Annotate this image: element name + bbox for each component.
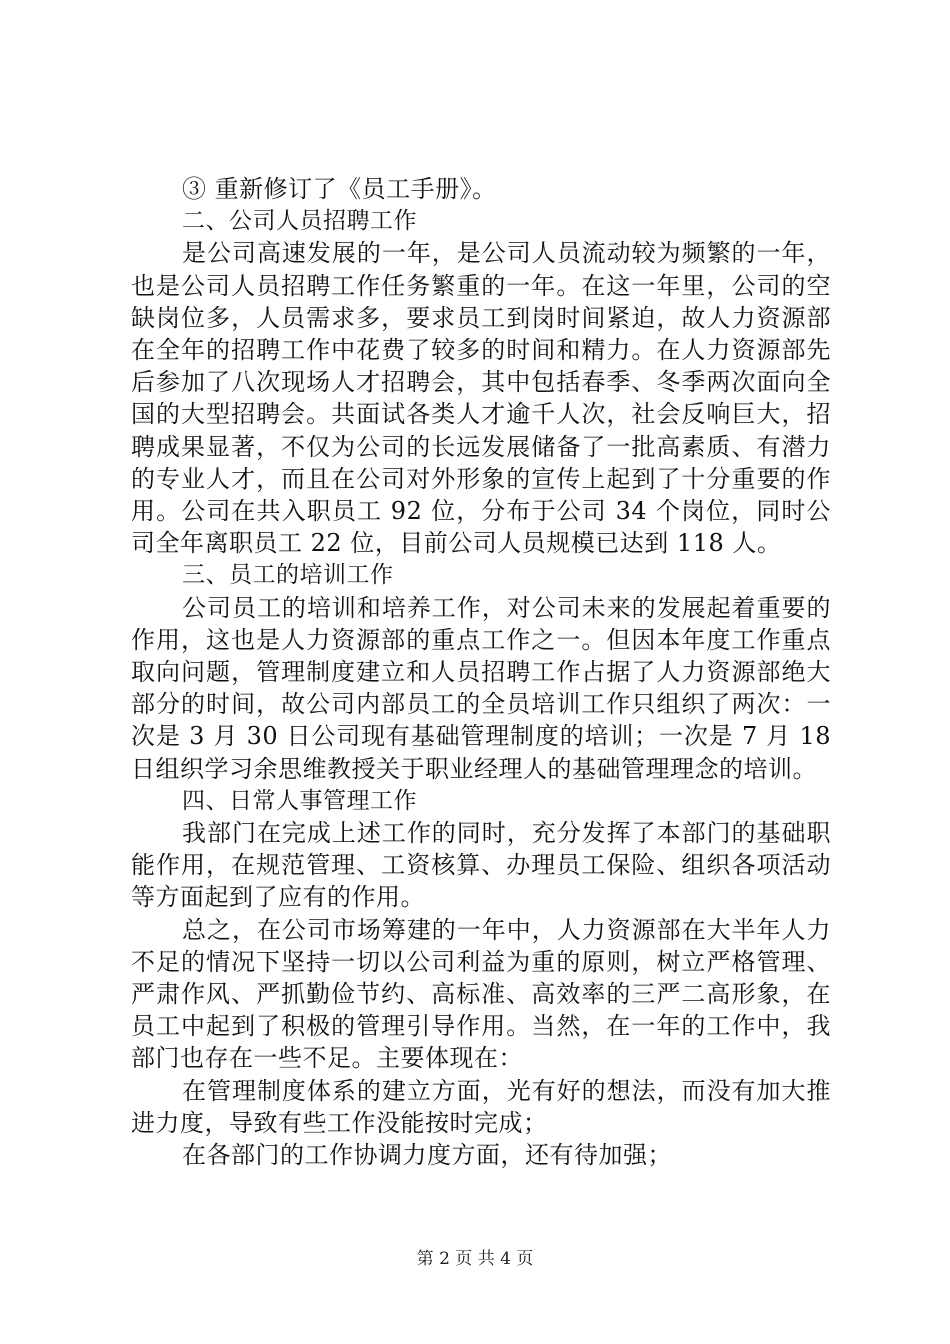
paragraph-shortcoming-coordination: 在各部门的工作协调力度方面，还有待加强； bbox=[182, 1141, 672, 1170]
paragraph-training: 公司员工的培训和培养工作，对公司未来的发展起着重要的作用，这也是人力资源部的重点工作之一。但因本年度工作重点取向问题，管理制度建立和人员招聘工作占据了人力资源部绝大部分的时间，故公司内部员工的全员培训工作只组织了两次：一次是 3 月 30 日公司现有基础管理制度的培训；一次是 7 月 18 日组织学习余思维教授关于职业经理人的基础管理理念的培训。 bbox=[131, 593, 831, 783]
paragraph-shortcoming-system: 在管理制度体系的建立方面，光有好的想法，而没有加大推进力度，导致有些工作没能按时完成； bbox=[131, 1076, 831, 1137]
section-heading-daily-management: 四、日常人事管理工作 bbox=[182, 787, 417, 814]
paragraph-revised-handbook: ③ 重新修订了《员工手册》。 bbox=[182, 175, 497, 203]
page-footer: 第 2 页 共 4 页 bbox=[416, 1249, 534, 1269]
section-heading-recruitment: 二、公司人员招聘工作 bbox=[182, 208, 417, 235]
section-heading-training: 三、员工的培训工作 bbox=[182, 562, 394, 589]
paragraph-recruitment: 是公司高速发展的一年，是公司人员流动较为频繁的一年，也是公司人员招聘工作任务繁重的一年。在这一年里，公司的空缺岗位多，人员需求多，要求员工到岗时间紧迫，故人力资源部在全年的招聘工作中花费了较多的时间和精力。在人力资源部先后参加了八次现场人才招聘会，其中包括春季、冬季两次面向全国的大型招聘会。共面试各类人才逾千人次，社会反响巨大，招聘成果显著，不仅为公司的长远发展储备了一批高素质、有潜力的专业人才，而且在公司对外形象的宣传上起到了十分重要的作用。公司在共入职员工 92 位，分布于公司 34 个岗位，同时公司全年离职员工 22 位，目前公司人员规模已达到 118 人。 bbox=[131, 239, 831, 558]
paragraph-daily-management: 我部门在完成上述工作的同时，充分发挥了本部门的基础职能作用，在规范管理、工资核算、办理员工保险、组织各项活动等方面起到了应有的作用。 bbox=[131, 819, 831, 912]
document-body bbox=[131, 173, 831, 1171]
paragraph-summary: 总之，在公司市场筹建的一年中，人力资源部在大半年人力不足的情况下坚持一切以公司利益为重的原则，树立严格管理、严肃作风、严抓勤俭节约、高标准、高效率的三严二高形象，在员工中起到了积极的管理引导作用。当然，在一年的工作中，我部门也存在一些不足。主要体现在： bbox=[131, 915, 831, 1073]
